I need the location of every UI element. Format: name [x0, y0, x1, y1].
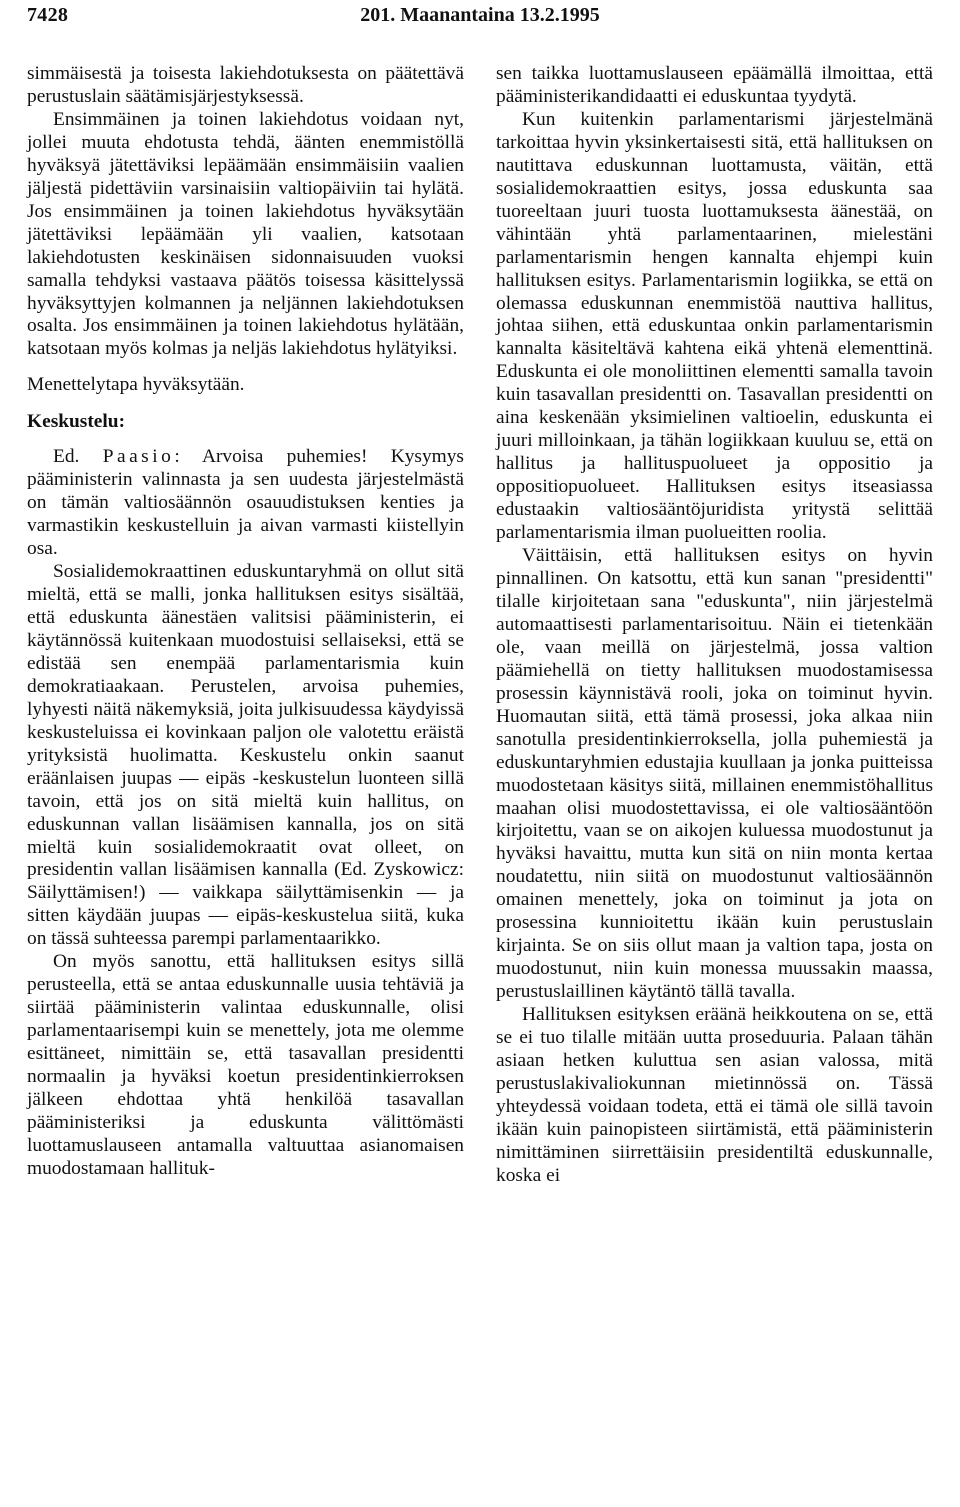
speech-text: Kysymys pääministerin valinnasta ja sen uudesta järjestelmästä on tämän valtiosäännön osauudistuksen kenties ja varmastikin keskustelluin ja aivan varmasti kiistellyin osa. [27, 446, 464, 560]
paragraph: Sosialidemokraattinen eduskuntaryhmä on ollut sitä mieltä, että se malli, jonka hallituksen esitys sisältää, että eduskunta äänestäen valitsisi pääministerin, ei käytännössä kuitenkaan muodostuisi sellaiseksi, että se edistää sen enempää parlamentarismia kuin demokratiaakaan. Perustelen, arvoisa puhemies, lyhyesti näitä näkemyksiä, joita julkisuudessa käydyissä keskusteluissa ei kovinkaan paljon ole valotettu eräistä yrityksistä huolimatta. Keskustelu onkin saanut eräänlaisen juupas — eipäs -keskustelun luonteen sillä tavoin, että jos on sitä mieltä kuin hallitus, on eduskunnan vallan lisäämisen kannalla, jos on sitä mieltä kuin sosialidemokraatit ovat olleet, on presidentin vallan lisäämisen kannalla (Ed. Zyskowicz: Säilyttämisen!) — vaikkapa säilyttämisenkin — ja sitten käydään juupas — eipäs-keskustelua siitä, kuka on tässä suhteessa parempi parlamentaarikko. [27, 561, 464, 950]
discussion-heading: Keskustelu: [27, 411, 126, 433]
speech-prefix: Ed. [53, 446, 103, 468]
paragraph: On myös sanottu, että hallituksen esitys sillä perusteella, että se antaa eduskunnalle uusia tehtäviä ja siirtää pääministerin valintaa eduskunnalle, olisi parlamentaarisempi kuin se menettely, jota me olemme esittäneet, nimittäin se, että tasavallan presidentti normaalin ja hyväksi koetun presidentinkierroksen jälkeen ehdottaa yhtä henkilöä tasavallan pääministeriksi ja eduskunta välittömästi luottamuslauseen antamalla valtuuttaa asianomaisen muodostamaan hallituk- [27, 951, 464, 1179]
session-title: 201. Maanantaina 13.2.1995 [360, 4, 600, 26]
speech-paragraph [27, 446, 464, 561]
page-number: 7428 [27, 4, 69, 26]
procedure-approved: Menettelytapa hyväksytään. [27, 374, 245, 396]
paragraph: Väittäisin, että hallituksen esitys on hyvin pinnallinen. On katsottu, että kun sanan "presidentti" tilalle kirjoitetaan sana "eduskunta", niin järjestelmä automaattisesti parlamentarisoituu. Näin ei tietenkään ole, vaan meillä on järjestelmä, jossa valtion päämiehellä on tietty hallituksen muodostamisessa prosessin käynnistävä rooli, joka on toiminut hyvin. Huomautan siitä, että tämä prosessi, joka alkaa niin sanotulla presidentinkierroksella, jolla puhemiestä ja eduskuntaryhmien edustajia kuullaan ja jonka puitteissa muodostetaan käsitys siitä, millainen enemmistöhallitus maahan olisi muodostettavissa, ei ole valtiosääntöön kirjoitettu, vaan se on aikojen kuluessa muodostunut ja hyväksi havaittu, mutta kun sitä on niin monta kertaa noudatettu, niin siitä on muodostunut valtiosäännön omainen menettely, joka on toiminut ja jota on prosessina kunnioitettu ikään kuin perustuslain kirjainta. Se on siis ollut maan ja valtion tapa, josta on muodostunut, niin kuin monessa muussakin maassa, perustuslaillinen käytäntö tällä tavalla. [496, 545, 933, 1003]
page-header [0, 2, 960, 32]
speaker-name: Paasio [102, 446, 175, 468]
left-column [27, 63, 464, 1181]
speech-address: : Arvoisa puhemies! [174, 446, 368, 468]
paragraph: Hallituksen esityksen eräänä heikkoutena on se, että se ei tuo tilalle mitään uutta proseduuria. Palaan tähän asiaan hetken kuluttua sen asian valossa, mitä perustuslakivaliokunnan mietinnössä on. Tässä yhteydessä voidaan todeta, että ei tämä ole sillä tavoin ikään kuin painopisteen siirtämistä, että pääministerin nimittäminen siirrettäisiin presidentiltä eduskunnalle, koska ei [496, 1004, 933, 1186]
right-column [496, 63, 933, 1188]
paragraph: sen taikka luottamuslauseen epäämällä ilmoittaa, että pääministerikandidaatti ei eduskuntaa tyydytä. [496, 63, 933, 107]
paragraph: simmäisestä ja toisesta lakiehdotuksesta on päätettävä perustuslain säätämisjärjestyksessä. [27, 63, 464, 107]
paragraph: Ensimmäinen ja toinen lakiehdotus voidaan nyt, jollei muuta ehdotusta tehdä, äänten enemmistöllä hyväksyä jätettäviksi lepäämään ensimmäisiin vaalien jäljestä pidettäviin varsinaisiin valtiopäiviin tai hylätä. Jos ensimmäinen ja toinen lakiehdotus hyväksytään jätettäviksi lepäämään yli vaalien, katsotaan lakiehdotusten keskinäisen sidonnaisuuden vuoksi samalla tehdyksi vastaava päätös toisessa käsittelyssä hyväksyttyjen kolmannen ja neljännen lakiehdotuksen osalta. Jos ensimmäinen ja toinen lakiehdotus hylätään, katsotaan myös kolmas ja neljäs lakiehdotus hylätyiksi. [27, 108, 464, 360]
paragraph: Kun kuitenkin parlamentarismi järjestelmänä tarkoittaa hyvin yksinkertaisesti sitä, että hallituksen on nautittava eduskunnan luottamusta, väitän, että sosialidemokraattien esitys, jossa eduskunta saa tuoreeltaan juuri tuosta luottamuksesta äänestää, on vähintään yhtä parlamentaarinen, mielestäni parlamentarismin hengen kannalta ehjempi kuin hallituksen esitys. Parlamentarismin logiikka, se että on olemassa eduskunnan enemmistöä nauttiva hallitus, johtaa siihen, että eduskuntaa onkin parlamentarismin kannalta käsiteltävä kahtena eikä yhtenä elementtinä. Eduskunta ei ole monoliittinen elementti samalla tavoin kuin tasavallan presidentti on. Tasavallan presidentti on aina keskenään yksimielinen valtioelin, eduskunta ei juuri milloinkaan, ja tähän logiikkaan kuuluu se, että on hallitus ja hallituspuolueet ja oppositio ja oppositiopuolueet. Hallituksen esitys itseasiassa edustaakin valtiosääntöjuridista yritystä selittää parlamentarismia ilman puolueitten roolia. [496, 108, 933, 544]
